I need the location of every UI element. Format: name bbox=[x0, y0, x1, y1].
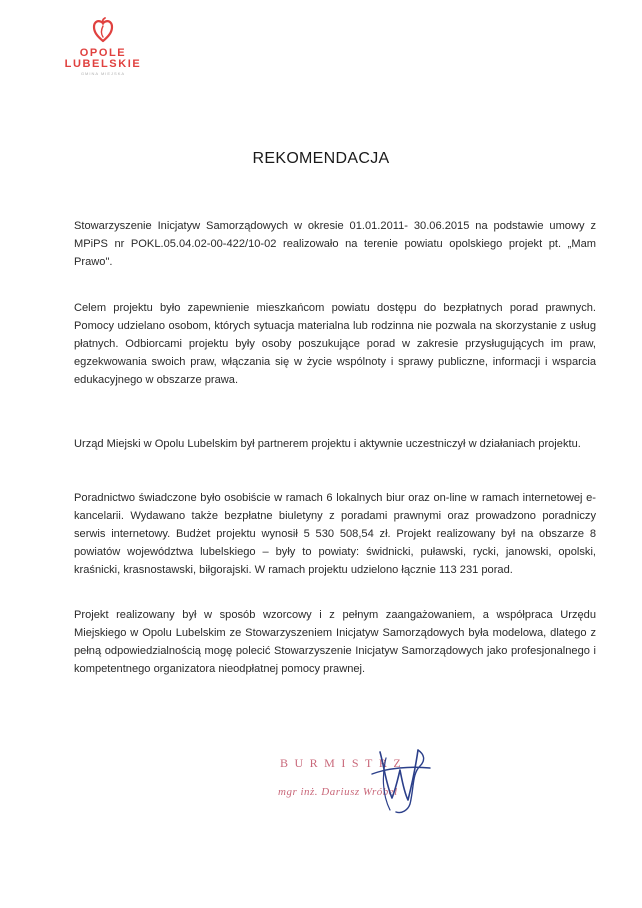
paragraph-5: Projekt realizowany był w sposób wzorcowy i z pełnym zaangażowaniem, a współpraca Urzędu Miejskiego w Opolu Lubelskim ze Stowarzyszeniem Inicjatyw Samorządowych była modelowa, dlatego z pełną odpowiedzialnością mogę polecić Stowarzyszenie Inicjatyw Samorządowych jako profesjonalnego i kompetentnego organizatora nieodpłatnej pomocy prawnej. bbox=[74, 609, 596, 675]
paragraph-1: Stowarzyszenie Inicjatyw Samorządowych w okresie 01.01.2011- 30.06.2015 na podstawie umowy z MPiPS nr POKL.05.04.02-00-422/10-02 realizowało na terenie powiatu opolskiego projekt pt. „Mam Prawo". bbox=[74, 220, 596, 268]
logo bbox=[58, 16, 148, 77]
document-title: REKOMENDACJA bbox=[252, 150, 390, 167]
paragraph-4: Poradnictwo świadczone było osobiście w ramach 6 lokalnych biur oraz on-line w ramach internetowej e-kancelarii. Wydawano także bezpłatne biuletyny z poradami prawnymi oraz prowadzono poradniczy serwis internetowy. Budżet projektu wynosił 5 530 508,54 zł. Projekt realizowany był na obszarze 8 powiatów województwa lubelskiego – były to powiaty: świdnicki, puławski, rycki, janowski, opolski, kraśnicki, krasnostawski, biłgorajski. W ramach projektu udzielono łącznie 113 231 porad. bbox=[74, 492, 596, 576]
logo-line-2: LUBELSKIE bbox=[64, 58, 142, 70]
paragraph-2: Celem projektu było zapewnienie mieszkańcom powiatu dostępu do bezpłatnych porad prawnych. Pomocy udzielano osobom, których sytuacja materialna lub rodzinna nie pozwala na skorzystanie z usług płatnych. Odbiorcami projektu były osoby poszukujące porad w zakresie przysługujących im praw, egzekwowania swoich praw, włączania się w życie wspólnoty i sprawy publiczne, informacji i wsparcia edukacyjnego w obszarze prawa. bbox=[74, 302, 596, 386]
heart-pin-icon bbox=[91, 16, 115, 44]
logo-tagline: GMINA MIEJSKA bbox=[80, 71, 126, 76]
stamp-role: BURMISTRZ bbox=[280, 756, 408, 770]
stamp-name: mgr inż. Dariusz Wróbel bbox=[278, 786, 398, 798]
logo-line-1: OPOLE bbox=[79, 47, 127, 59]
paragraph-3: Urząd Miejski w Opolu Lubelskim był partnerem projektu i aktywnie uczestniczył w działaniach projektu. bbox=[74, 438, 581, 450]
handwritten-signature bbox=[366, 744, 436, 816]
